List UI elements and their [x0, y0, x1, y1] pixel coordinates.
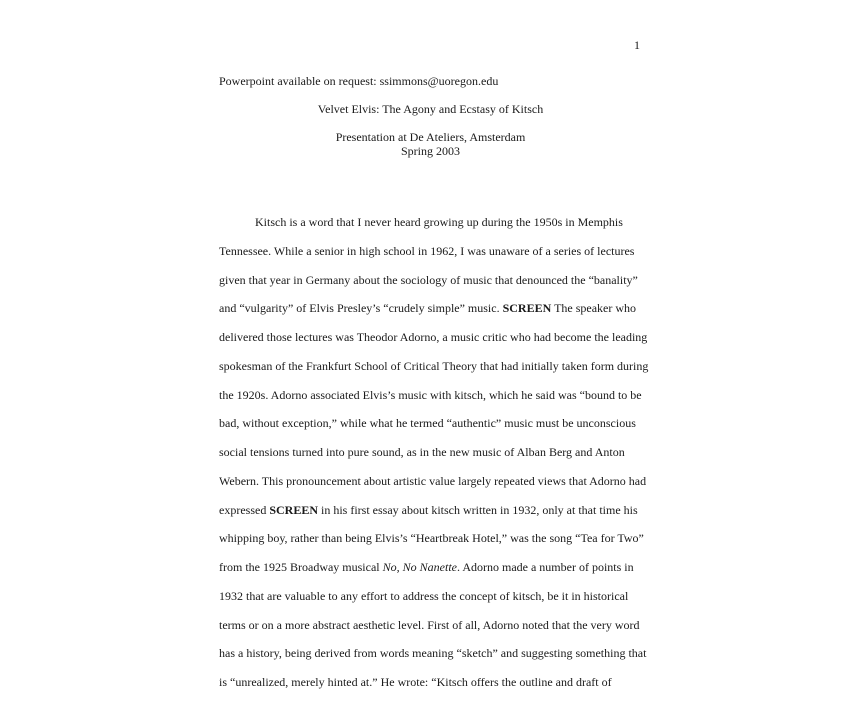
- screen-cue: SCREEN: [502, 301, 552, 316]
- body-line: [219, 359, 648, 373]
- body-line: [219, 589, 628, 603]
- page-number: 1: [634, 38, 640, 52]
- body-text-run: given that year in Germany about the sociology of music that denounced the “banality”: [219, 272, 638, 287]
- body-text-run: is “unrealized, merely hinted at.” He wrote: “Kitsch offers the outline and draft of: [219, 675, 612, 689]
- body-line: [219, 531, 644, 545]
- body-text-run: the 1920s. Adorno associated Elvis’s music with kitsch, which he said was “bound to be: [219, 387, 642, 402]
- body-line: [219, 330, 647, 344]
- body-text-run: delivered those lectures was Theodor Adorno, a music critic who had become the leading: [219, 330, 648, 344]
- body-text-run: in his first essay about kitsch written in 1932, only at that time his: [318, 502, 638, 517]
- body-text-run: from the 1925 Broadway musical: [219, 560, 383, 574]
- body-line: [219, 646, 646, 660]
- body-text-run: bad, without exception,” while what he termed “authentic” music must be unconscious: [219, 416, 636, 431]
- body-line: [255, 215, 623, 229]
- body-line: [219, 474, 646, 488]
- body-line: [219, 675, 612, 689]
- body-line: [219, 301, 636, 315]
- body-line: [219, 445, 625, 459]
- body-line: [219, 416, 636, 430]
- body-text-run: Kitsch is a word that I never heard growing up during the 1950s in Memphis: [255, 215, 623, 229]
- body-text-run: expressed: [219, 502, 270, 517]
- musical-title: No, No Nanette: [382, 560, 457, 574]
- body-text-run: . Adorno made a number of points in: [456, 560, 634, 574]
- body-text-run: terms or on a more abstract aesthetic level. First of all, Adorno noted that the very word: [219, 617, 640, 632]
- body-line: [219, 273, 638, 287]
- body-text-run: 1932 that are valuable to any effort to address the concept of kitsch, be it in historical: [219, 588, 629, 603]
- body-text-run: Tennessee. While a senior in high school in 1962, I was unaware of a series of lectures: [219, 243, 635, 258]
- body-text-run: whipping boy, rather than being Elvis’s “Heartbreak Hotel,” was the song “Tea for Two”: [219, 531, 644, 546]
- body-text-run: The speaker who: [551, 301, 637, 316]
- presentation-date: Spring 2003: [400, 144, 460, 158]
- body-line: [219, 560, 634, 574]
- body-text-run: and “vulgarity” of Elvis Presley’s “crudely simple” music.: [219, 301, 503, 316]
- presentation-venue: Presentation at De Ateliers, Amsterdam: [335, 130, 526, 144]
- screen-cue: SCREEN: [269, 502, 319, 517]
- powerpoint-note: Powerpoint available on request: ssimmons@uoregon.edu: [219, 74, 499, 88]
- body-line: [219, 244, 634, 258]
- body-text-run: social tensions turned into pure sound, as in the new music of Alban Berg and Anton: [219, 445, 625, 459]
- body-text-run: has a history, being derived from words meaning “sketch” and suggesting something that: [219, 646, 647, 661]
- document-title: Velvet Elvis: The Agony and Ecstasy of Kitsch: [317, 102, 544, 116]
- body-line: [219, 388, 642, 402]
- body-line: [219, 618, 640, 632]
- body-text-run: Webern. This pronouncement about artistic value largely repeated views that Adorno had: [219, 473, 647, 488]
- body-text-run: spokesman of the Frankfurt School of Critical Theory that had initially taken form during: [219, 358, 649, 373]
- body-line: [219, 503, 638, 517]
